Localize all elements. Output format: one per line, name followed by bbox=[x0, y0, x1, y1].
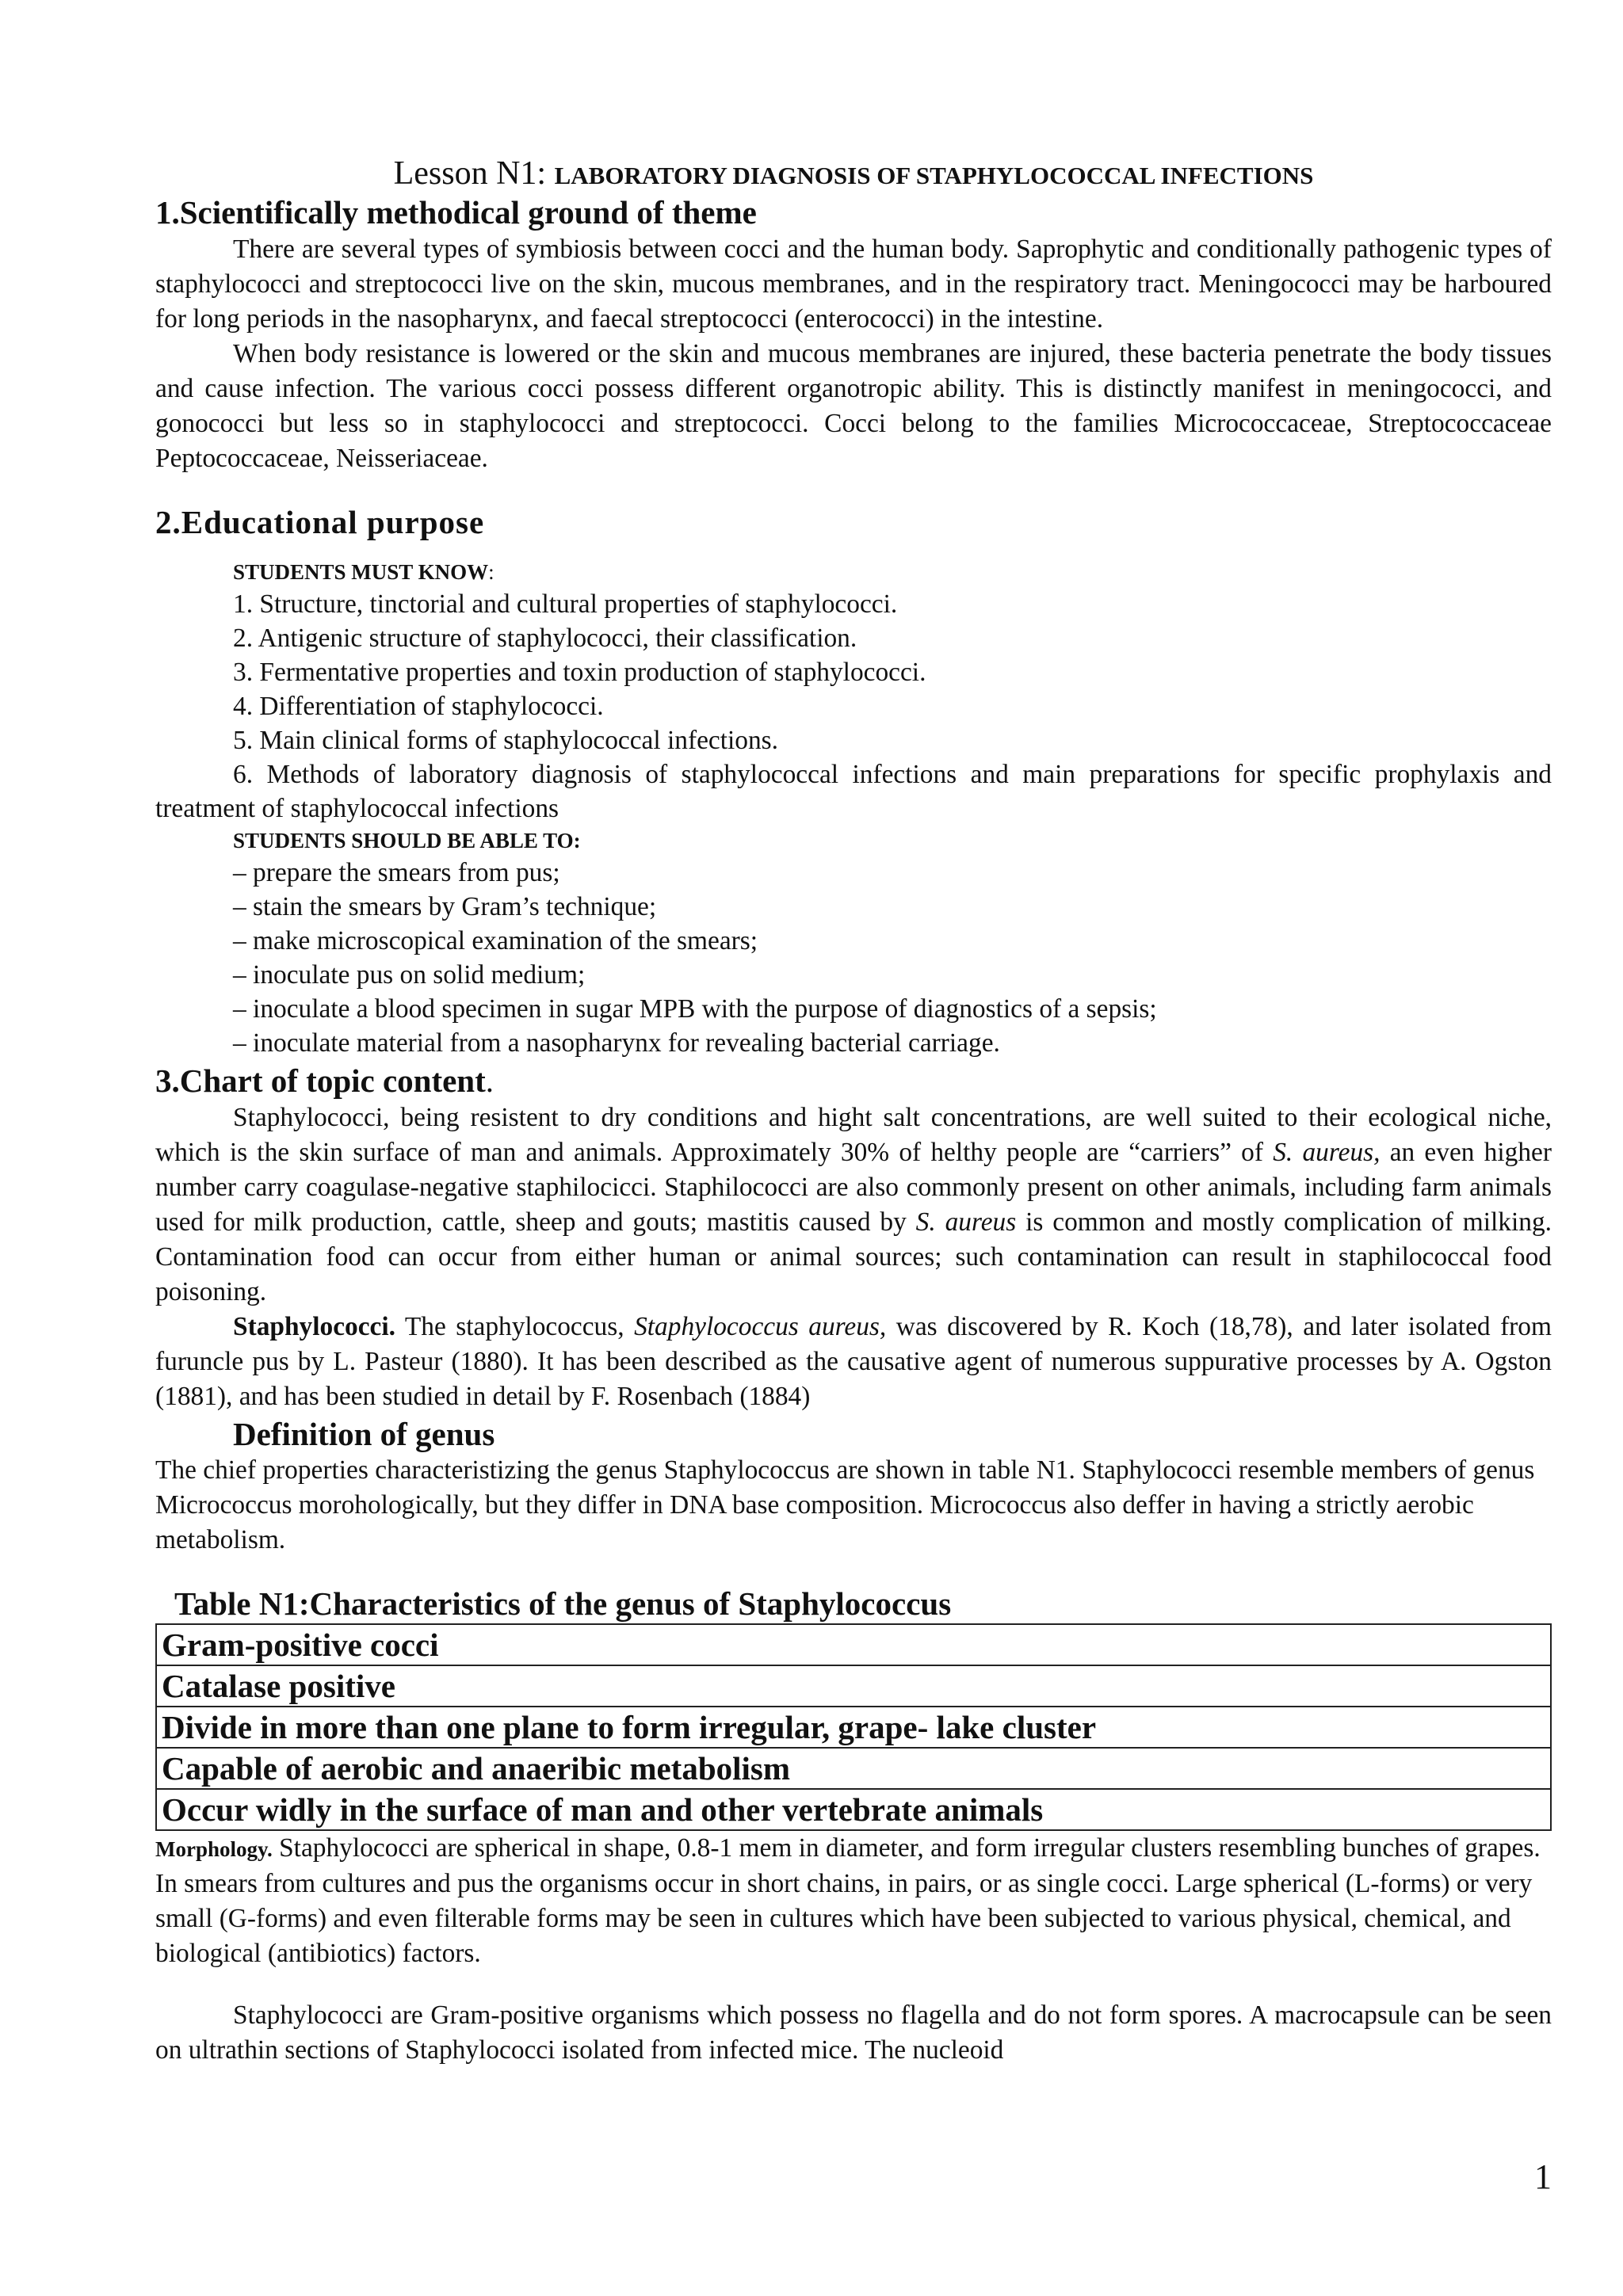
table-title: Table N1:Characteristics of the genus of Staphylococcus bbox=[174, 1585, 952, 1622]
definition-heading: Definition of genus bbox=[233, 1415, 495, 1452]
should-be-able-item-4: – inoculate pus on solid medium; bbox=[233, 959, 586, 990]
section-3-heading bbox=[155, 1062, 1552, 1100]
should-be-able-item-5: – inoculate a blood specimen in sugar MPB with the purpose of diagnostics of a sepsis; bbox=[233, 994, 1157, 1024]
s3p2-italic: Staphylococcus aureus, bbox=[634, 1311, 887, 1341]
section-3-paragraph-2 bbox=[155, 1310, 1552, 1414]
s3p1-italic-1: S. aureus, bbox=[1273, 1137, 1381, 1167]
table-cell: Gram-positive cocci bbox=[156, 1624, 1551, 1665]
must-know-item-4: 4. Differentiation of staphylococci. bbox=[233, 691, 604, 721]
s3p2-part-a: The staphylococcus, bbox=[395, 1311, 635, 1341]
section-3-heading-text: 3.Chart of topic content bbox=[155, 1062, 486, 1099]
s3p1-part-c: is common and mostly complication of milking. Contamination food can occur from either human or animal sources; such contamination can result in staphilococcal food poisoning. bbox=[155, 1207, 1552, 1306]
table-cell: Catalase positive bbox=[156, 1665, 1551, 1707]
must-know-list bbox=[155, 587, 1552, 826]
definition-text: The chief properties characteristizing the genus Staphylococcus are shown in table N1. Staphylococci resemble members of genus Micrococcus morohologically, but they differ in DNA base composition. Micrococcus also deffer in having a strictly aerobic metabolism. bbox=[155, 1455, 1535, 1554]
table-row bbox=[156, 1748, 1551, 1789]
morphology-label: Morphology. bbox=[155, 1837, 273, 1862]
section-1-paragraph-2: When body resistance is lowered or the skin and mucous membranes are injured, these bacteria penetrate the body tissues and cause infection. The various cocci possess different organotropic ability. This is distinctly manifest in meningococci, and gonococci but less so in staphylococci and streptococci. Cocci belong to the families Micrococcaceae, Streptococcaceae Peptococcaceae, Neisseriaceae. bbox=[155, 339, 1552, 474]
lesson-title-prefix: Lesson N1: bbox=[393, 155, 555, 192]
section-3-paragraph-1 bbox=[155, 1100, 1552, 1310]
table-row bbox=[156, 1665, 1551, 1707]
must-know-label bbox=[233, 557, 1552, 587]
page-number: 1 bbox=[1534, 2157, 1552, 2196]
should-be-able-item-1: – prepare the smears from pus; bbox=[233, 857, 560, 887]
should-be-able-item-3: – make microscopical examination of the smears; bbox=[233, 925, 758, 955]
must-know-item-3: 3. Fermentative properties and toxin production of staphylococci. bbox=[233, 657, 926, 687]
section-1-heading: 1.Scientifically methodical ground of theme bbox=[155, 194, 757, 231]
table-cell: Capable of aerobic and anaeribic metabolism bbox=[156, 1748, 1551, 1789]
characteristics-table bbox=[155, 1623, 1552, 1831]
must-know-item-5: 5. Main clinical forms of staphylococcal infections. bbox=[233, 725, 779, 755]
table-cell: Divide in more than one plane to form irregular, grape- lake cluster bbox=[156, 1707, 1551, 1748]
document-page bbox=[155, 155, 1552, 2068]
s3p2-part-b: was discovered by R. Koch (18,78), and later isolated from furuncle pus by L. Pasteur (1880). It has been described as the causative agent of numerous suppurative processes by A. Ogston (1881), and has been studied in detail by F. Rosenbach (1884) bbox=[155, 1311, 1552, 1411]
must-know-label-text: STUDENTS MUST KNOW bbox=[233, 559, 489, 584]
s3p1-part-b: an even higher number carry coagulase-negative staphilocicci. Staphilococci are also commonly present on other animals, including farm animals used for milk production, cattle, sheep and gouts; mastitis caused by bbox=[155, 1137, 1552, 1237]
must-know-label-colon: : bbox=[488, 559, 495, 584]
section-2-heading: 2.Educational purpose bbox=[155, 504, 485, 541]
s3p2-bold: Staphylococci. bbox=[233, 1311, 395, 1341]
section-1-paragraph-1: There are several types of symbiosis between cocci and the human body. Saprophytic and conditionally pathogenic types of staphylococci and streptococci live on the skin, mucous membranes, and in the respiratory tract. Meningococci may be harboured for long periods in the nasopharynx, and faecal streptococci (enterococci) in the intestine. bbox=[155, 235, 1552, 334]
should-be-able-list bbox=[155, 856, 1552, 1060]
must-know-item-2: 2. Antigenic structure of staphylococci, their classification. bbox=[233, 623, 857, 653]
should-be-able-item-6: – inoculate material from a nasopharynx for revealing bacterial carriage. bbox=[233, 1028, 1000, 1058]
should-be-able-item-2: – stain the smears by Gram’s technique; bbox=[233, 891, 657, 921]
morphology-paragraph bbox=[155, 1831, 1552, 1971]
lesson-title bbox=[155, 155, 1552, 192]
lesson-title-caps: LABORATORY DIAGNOSIS OF STAPHYLOCOCCAL INFECTIONS bbox=[554, 162, 1314, 189]
morphology-paragraph-2: Staphylococci are Gram-positive organisms which possess no flagella and do not form spores. A macrocapsule can be seen on ultrathin sections of Staphylococci isolated from infected mice. The nucleoid bbox=[155, 2000, 1552, 2065]
section-3-heading-dot: . bbox=[485, 1062, 495, 1099]
morphology-text: Staphylococci are spherical in shape, 0.8-1 mem in diameter, and form irregular clusters resembling bunches of grapes. In smears from cultures and pus the organisms occur in short chains, in pairs, or as single cocci. Large spherical (L-forms) or very small (G-forms) and even filterable forms may be seen in cultures which have been subjected to various physical, chemical, and biological (antibiotics) factors. bbox=[155, 1833, 1541, 1969]
must-know-item-6: 6. Methods of laboratory diagnosis of staphylococcal infections and main preparations for specific prophylaxis and treatment of staphylococcal infections bbox=[155, 759, 1552, 823]
table-row bbox=[156, 1789, 1551, 1830]
s3p1-part-a: Staphylococci, being resistent to dry conditions and hight salt concentrations, are well suited to their ecological niche, which is the skin surface of man and animals. Approximately 30% of helthy people are “carriers” of bbox=[155, 1102, 1552, 1167]
should-be-able-label: STUDENTS SHOULD BE ABLE TO: bbox=[233, 828, 581, 852]
must-know-item-1: 1. Structure, tinctorial and cultural properties of staphylococci. bbox=[233, 589, 898, 619]
s3p1-italic-2: S. aureus bbox=[915, 1207, 1017, 1237]
table-cell: Occur widly in the surface of man and other vertebrate animals bbox=[156, 1789, 1551, 1830]
table-row bbox=[156, 1707, 1551, 1748]
table-row bbox=[156, 1624, 1551, 1665]
